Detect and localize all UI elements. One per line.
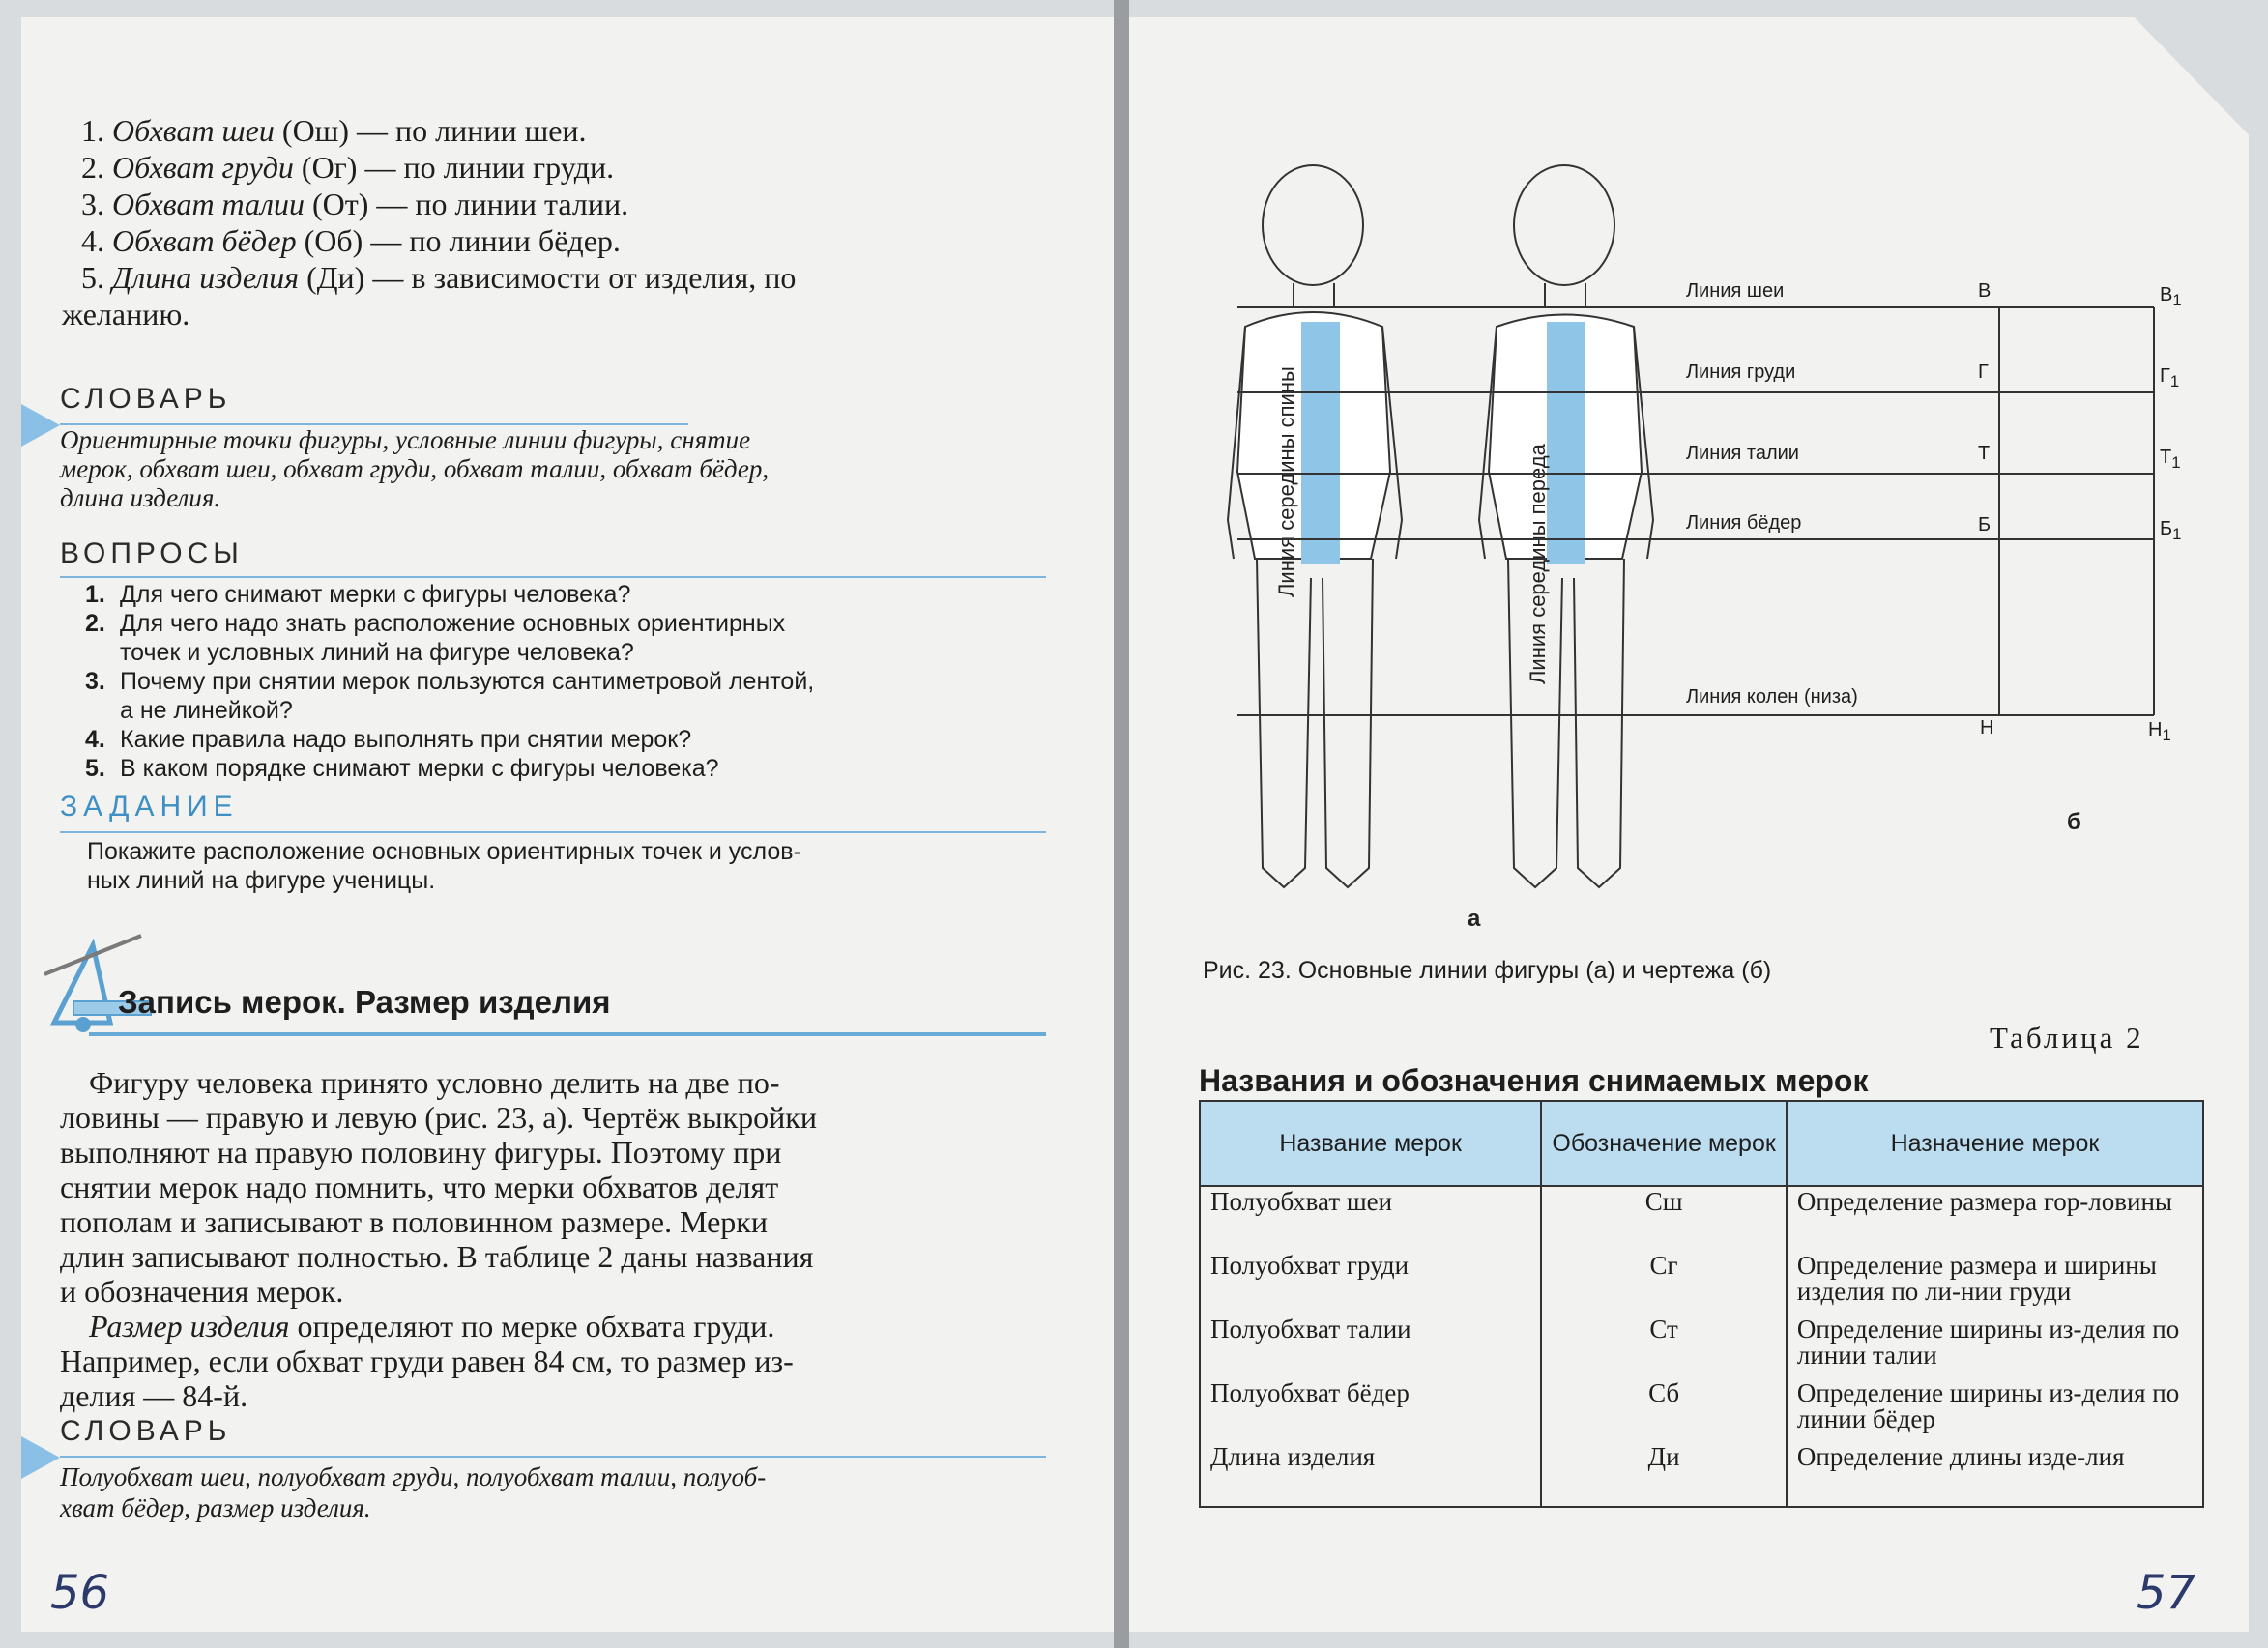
question-4: 4. Какие правила надо выполнять при снятии мерок? xyxy=(85,726,692,753)
task-heading: ЗАДАНИЕ xyxy=(60,791,239,823)
table-cell: Сб xyxy=(1541,1378,1787,1442)
back-midline-highlight xyxy=(1301,322,1340,564)
paragraph-main: Фигуру человека принято условно делить на две по- ловины — правую и левую (рис. 23, а). Чертёж выкройки выполняют на правую половину фигуры. Поэтому при снятии мерок надо помнить, что мерки обхватов делят пополам и записывают в половинном размере. Мерки длин записывают полностью. В таблице 2 даны названия и обозначения мерок. Размер изделия определяют по мерке обхвата груди. Например, если обхват груди равен 84 см, то размер из- делия — 84-й. xyxy=(60,1065,817,1413)
point-right-chest: $Г_1$ xyxy=(2160,365,2180,390)
measurements-table xyxy=(1199,1100,2204,1508)
figure-illustration xyxy=(1129,17,2249,984)
point-left-hips: Б xyxy=(1978,514,1992,535)
question-3: 3. Почему при снятии мерок пользуются сантиметровой лентой, xyxy=(85,668,815,695)
table-row xyxy=(1200,1378,2203,1442)
point-right-waist: $Т_1$ xyxy=(2160,447,2181,472)
table-header: Название мерок xyxy=(1200,1101,1541,1186)
torn-corner xyxy=(2117,0,2268,155)
table-header-row xyxy=(1200,1101,2203,1186)
table-cell: Ст xyxy=(1541,1315,1787,1378)
section-title: Запись мерок. Размер изделия xyxy=(118,984,611,1020)
question-3-cont: а не линейкой? xyxy=(120,697,293,724)
dictionary-text: Ориентирные точки фигуры, условные линии фигуры, снятие мерок, обхват шеи, обхват груди, обхват талии, обхват бёдер, длина изделия. xyxy=(60,425,770,512)
measure-item-4: 4. Обхват бёдер (Об) — по линии бёдер. xyxy=(81,223,621,258)
line-label-chest: Линия груди xyxy=(1686,361,1796,383)
dictionary-marker-icon xyxy=(21,1436,60,1479)
measure-item-3: 3. Обхват талии (От) — по линии талии. xyxy=(81,187,629,221)
table-cell: Полуобхват груди xyxy=(1210,1251,1410,1280)
table-title: Названия и обозначения снимаемых мерок xyxy=(1199,1063,1869,1098)
divider xyxy=(89,1032,1046,1036)
point-left-waist: Т xyxy=(1978,443,1991,464)
front-midline-label: Линия середины переда xyxy=(1526,444,1550,684)
table-cell: Определение размера и ширины изделия по ли-нии груди xyxy=(1796,1251,2157,1306)
line-label-knees: Линия колен (низа) xyxy=(1686,686,1858,708)
point-right-hips: $Б_1$ xyxy=(2160,518,2182,543)
page-number: 57 xyxy=(2137,1566,2196,1620)
measure-item-2: 2. Обхват груди (Ог) — по линии груди. xyxy=(81,150,615,185)
question-5: 5. В каком порядке снимают мерки с фигуры человека? xyxy=(85,755,719,782)
point-left-chest: Г xyxy=(1978,361,1989,383)
table-row xyxy=(1200,1251,2203,1315)
point-left-neck: В xyxy=(1978,280,1992,302)
table-cell: Ди xyxy=(1541,1442,1787,1507)
figure-caption: Рис. 23. Основные линии фигуры (а) и чертежа (б) xyxy=(1203,957,1772,984)
task-text: Покажите расположение основных ориентирных точек и услов- ных линий на фигуре ученицы. xyxy=(87,838,801,894)
table-cell: Определение размера гор-ловины xyxy=(1796,1187,2173,1216)
measure-item-5: 5. Длина изделия (Ди) — в зависимости от изделия, по xyxy=(81,260,797,295)
measures-list xyxy=(62,112,797,332)
table-cell: Определение длины изде-лия xyxy=(1796,1442,2125,1471)
table-cell: Полуобхват шеи xyxy=(1210,1187,1393,1216)
point-right-neck: $В_1$ xyxy=(2160,284,2182,309)
drafting-tools-icon xyxy=(35,916,160,1042)
dictionary-text: Полуобхват шеи, полуобхват груди, полуобхват талии, полуоб- хват бёдер, размер изделия. xyxy=(60,1462,767,1522)
dictionary-heading: СЛОВАРЬ xyxy=(60,383,232,415)
table-cell: Определение ширины из-делия по линии бёдер xyxy=(1796,1378,2180,1433)
line-label-hips: Линия бёдер xyxy=(1686,512,1802,534)
table-row xyxy=(1200,1442,2203,1507)
table-cell: Полуобхват талии xyxy=(1210,1315,1411,1344)
back-midline-label: Линия середины спины xyxy=(1274,366,1298,597)
divider xyxy=(60,1456,1046,1458)
dictionary-marker-icon xyxy=(21,404,60,447)
table-header: Назначение мерок xyxy=(1787,1101,2203,1186)
figure-a-label: а xyxy=(1468,906,1481,932)
questions-heading: ВОПРОСЫ xyxy=(60,537,244,569)
divider xyxy=(60,576,1046,578)
table-label: Таблица 2 xyxy=(1990,1021,2144,1055)
question-2: 2. Для чего надо знать расположение основных ориентирных xyxy=(85,610,786,637)
table-row xyxy=(1200,1186,2203,1251)
table-cell: Сг xyxy=(1541,1251,1787,1315)
table-row xyxy=(1200,1315,2203,1378)
questions-list xyxy=(85,580,814,783)
divider xyxy=(60,831,1046,833)
point-left-knees: Н xyxy=(1980,717,1994,738)
table-header: Обозначение мерок xyxy=(1541,1101,1787,1186)
table-cell: Сш xyxy=(1541,1186,1787,1251)
question-1: 1. Для чего снимают мерки с фигуры человека? xyxy=(85,581,631,608)
line-label-waist: Линия талии xyxy=(1686,443,1799,464)
book-gutter xyxy=(1114,0,1129,1648)
measure-item-1: 1. Обхват шеи (Ош) — по линии шеи. xyxy=(81,113,587,148)
table-cell: Определение ширины из-делия по линии талии xyxy=(1796,1315,2180,1370)
point-right-knees: $Н_1$ xyxy=(2148,719,2171,744)
question-2-cont: точек и условных линий на фигуре человека? xyxy=(120,639,634,666)
measure-item-5-tail: желанию. xyxy=(62,297,190,332)
figure-b-label: б xyxy=(2067,809,2081,835)
table-cell: Длина изделия xyxy=(1210,1442,1376,1471)
line-label-neck: Линия шеи xyxy=(1686,280,1785,302)
page-number: 56 xyxy=(50,1566,110,1620)
front-midline-highlight xyxy=(1547,322,1585,564)
left-page xyxy=(21,17,1114,1632)
table-cell: Полуобхват бёдер xyxy=(1210,1378,1410,1407)
dictionary-heading: СЛОВАРЬ xyxy=(60,1415,232,1447)
